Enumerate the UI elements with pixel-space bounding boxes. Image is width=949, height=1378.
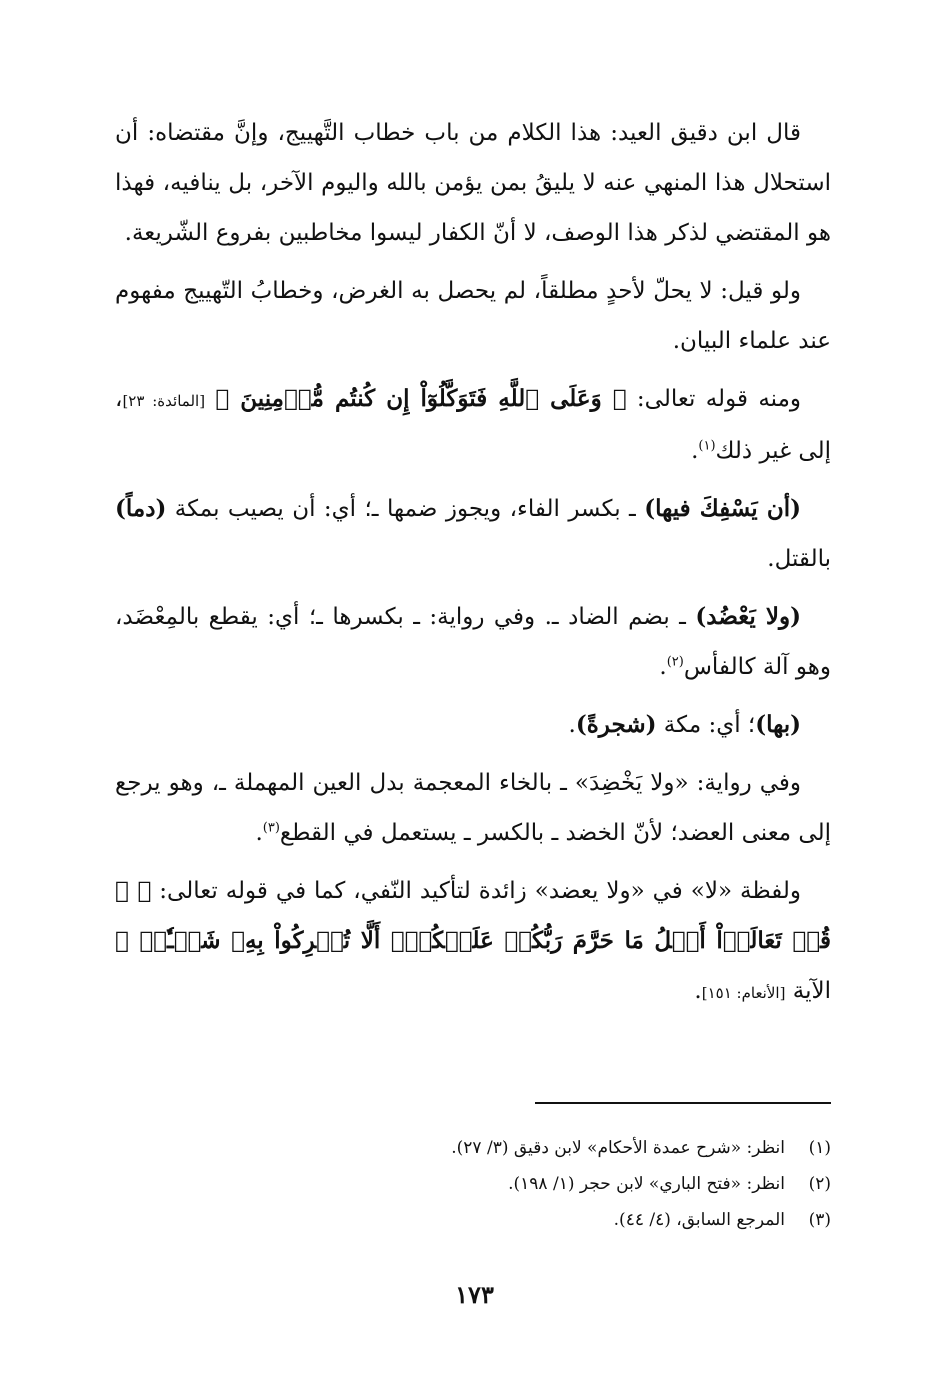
paragraph: [115, 700, 831, 750]
hadith-term: (بها): [755, 711, 801, 738]
footnote-number: (٢): [808, 1174, 831, 1194]
footnote-number: (٣): [808, 1210, 831, 1230]
text-run: .: [255, 820, 263, 846]
footnote-ref: (١): [698, 438, 716, 454]
hadith-term: (شجرةً): [575, 711, 657, 738]
verse-citation: [الأنعام: ١٥١]: [701, 984, 786, 1002]
text-run: [205, 386, 215, 412]
quran-verse: ﴿ ۞ قُلۡ تَعَالَوۡاْ أَتۡلُ مَا حَرَّمَ رَبُّكُمۡ عَلَيۡكُمۡۖ أَلَّا تُشۡرِكُواْ بِهِۦ شَيۡـٔٗاۖ ﴾: [115, 877, 831, 954]
text-run: وفي رواية: «ولا يَخْضِدَ» ـ بالخاء المعجمة بدل العين المهملة ـ، وهو يرجع إلى معنى العضد؛ لأنّ الخضد ـ بالكسر ـ يستعمل في القطع: [115, 770, 831, 846]
text-run: ولفظة «لا» في «ولا يعضد» زائدة لتأكيد النّفي، كما في قوله تعالى:: [151, 878, 801, 904]
footnote-number: (١): [808, 1138, 831, 1158]
footnote: [115, 1130, 831, 1166]
paragraph: [115, 108, 831, 258]
footnote: [115, 1166, 831, 1202]
paragraph: [115, 266, 831, 366]
page-number: ١٧٣: [455, 1280, 494, 1309]
footnote-ref: (٣): [262, 820, 280, 836]
text-run: ، إلى غير ذلك: [115, 386, 831, 464]
quran-verse: ﴿ وَعَلَى ٱللَّهِ فَتَوَكَّلُوٓاْ إِن كُنتُم مُّؤۡمِنِينَ ﴾: [215, 385, 627, 412]
text-run: ولو قيل: لا يحلّ لأحدٍ مطلقاً، لم يحصل به الغرض، وخطابُ التّهييج مفهوم عند علماء البيان.: [115, 278, 831, 354]
footnote-ref: (٢): [666, 654, 684, 670]
text-run: ـ بضم الضاد ـ. وفي رواية: ـ بكسرها ـ؛ أي: يقطع بالمِعْضَد، وهو آلة كالفأس: [115, 604, 831, 680]
text-run: ؛ أي: مكة: [656, 712, 756, 738]
footnote-text: انظر: «فتح الباري» لابن حجر (١/ ١٩٨).: [508, 1174, 785, 1194]
footnote-divider: [535, 1102, 831, 1104]
text-run: .: [694, 978, 702, 1004]
paragraph: [115, 592, 831, 692]
hadith-term: (ولا يَعْضُد): [695, 603, 801, 630]
paragraph: [115, 866, 831, 1018]
text-run: ومنه قوله تعالى:: [626, 386, 802, 412]
paragraph: [115, 484, 831, 584]
footnotes: [115, 1130, 831, 1238]
paragraph: [115, 758, 831, 858]
text-run: .: [568, 712, 576, 738]
text-run: .: [659, 654, 667, 680]
paragraph: [115, 374, 831, 476]
hadith-term: (دماً): [115, 495, 167, 522]
text-run: .: [691, 438, 699, 464]
footnote: [115, 1202, 831, 1238]
text-run: ـ بكسر الفاء، ويجوز ضمها ـ؛ أي: أن يصيب بمكة: [166, 496, 645, 522]
footnote-text: انظر: «شرح عمدة الأحكام» لابن دقيق (٣/ ٢٧).: [451, 1138, 785, 1158]
hadith-term: (أن يَسْفِكَ فيها): [644, 495, 801, 522]
text-run: قال ابن دقيق العيد: هذا الكلام من باب خطاب التَّهييج، وإنَّ مقتضاه: أن استحلال هذا المنهي عنه لا يليقُ بمن يؤمن بالله واليوم الآخر، بل ينافيه، فهذا هو المقتضي لذكر هذا الوصف، لا أنّ الكفار ليسوا مخاطبين بفروع الشّريعة.: [115, 120, 831, 246]
text-run: بالقتل.: [767, 546, 831, 572]
main-text: [115, 108, 831, 1026]
text-run: الآية: [785, 978, 831, 1004]
footnote-text: المرجع السابق، (٤/ ٤٤).: [613, 1210, 785, 1230]
verse-citation: [المائدة: ٢٣]: [122, 392, 206, 410]
